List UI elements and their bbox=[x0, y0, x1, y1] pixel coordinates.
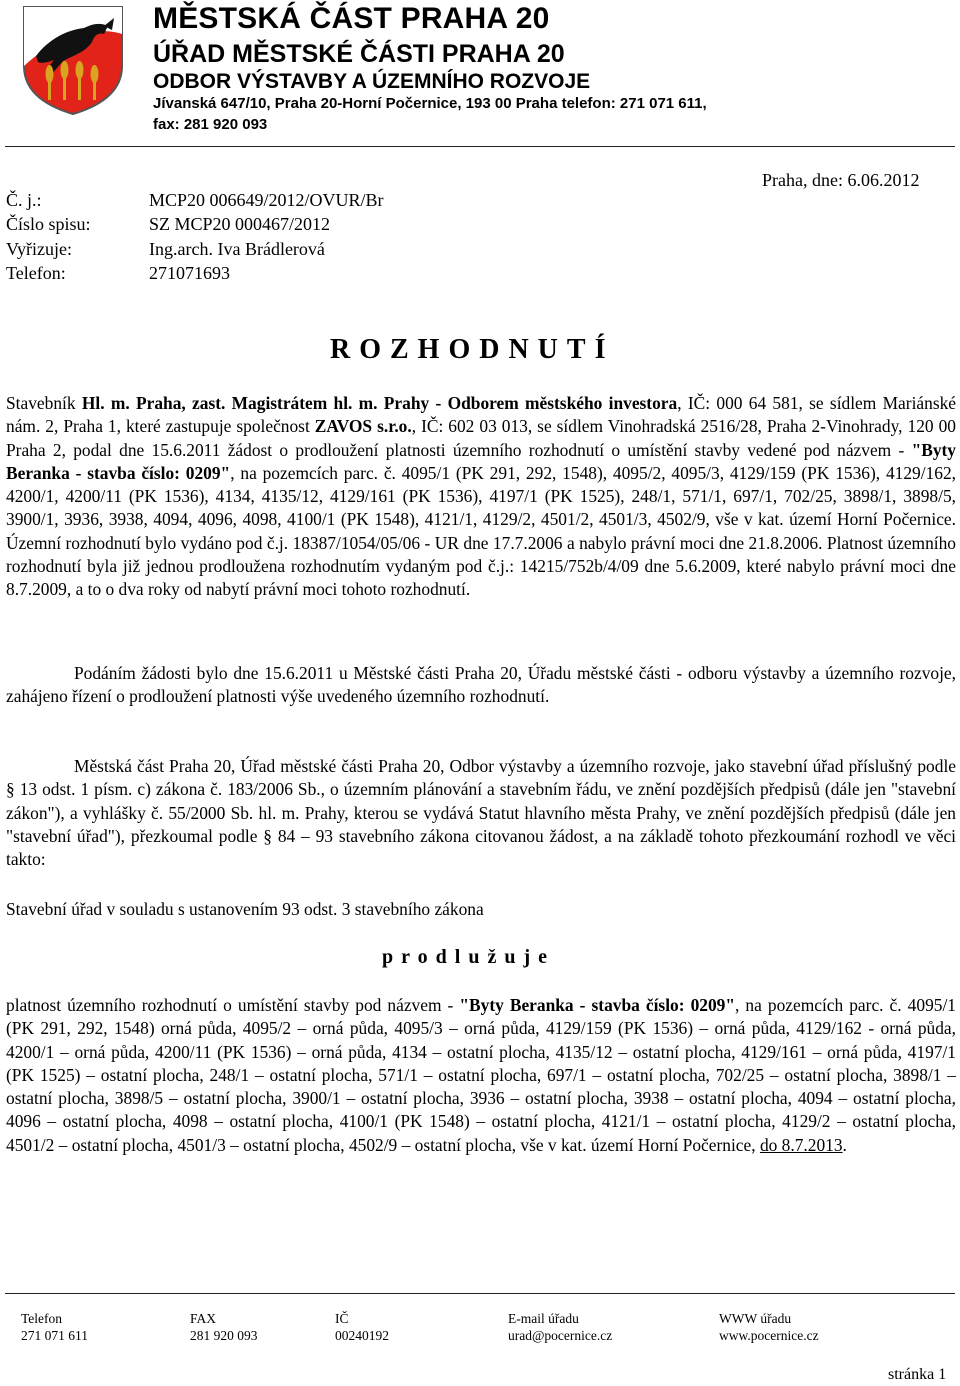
project-name: "Byty Beranka - stavba číslo: 0209" bbox=[459, 995, 736, 1015]
meta-label: Číslo spisu: bbox=[6, 214, 91, 234]
meta-value: SZ MCP20 000467/2012 bbox=[149, 214, 331, 234]
verdict-heading: prodlužuje bbox=[382, 946, 555, 968]
meta-row-handled-by bbox=[6, 239, 606, 263]
deadline-date: do 8.7.2013 bbox=[759, 1134, 843, 1155]
coat-of-arms-logo bbox=[18, 4, 128, 116]
meta-value: 271071693 bbox=[149, 263, 230, 283]
footer-company-id bbox=[335, 1310, 389, 1344]
letterhead-address: Jívanská 647/10, Praha 20-Horní Počernice, 193 00 Praha telefon: 271 071 611, bbox=[153, 95, 707, 112]
footer-value: www.pocernice.cz bbox=[719, 1328, 819, 1343]
footer-email bbox=[508, 1310, 612, 1344]
project-name: "Byty Beranka - stavba číslo: 0209" bbox=[6, 439, 956, 483]
applicant-name: Hl. m. Praha, zast. Magistrátem hl. m. Prahy - Odborem městského investora bbox=[81, 393, 678, 413]
text-span: , IČ: 000 64 581, se sídlem Mariánské nám. 2, Praha 1, které zastupuje společnost bbox=[6, 393, 956, 437]
text-span: Stavební úřad v souladu s ustanovením 93 odst. 3 stavebního zákona bbox=[6, 899, 484, 919]
text-span: , na pozemcích parc. č. 4095/1 (PK 291, 292, 1548), 4095/2, 4095/3, 4129/159 (PK 1536), 4129/162, 4200/1, 4200/11 (PK 1536), 4134, 4135/12, 4129/161 (PK 1536), 4197/1 (PK 1525), 248/1, 571/1, 697/1, 702/25, 3898/1, 3898/5, 3900/1, 3936, 3938, 4094, 4096, 4098, 4100/1 (PK 1548), 4121/1, 4129/2, 4501/2, 4501/3, 4502/9, vše v kat. území Horní Počernice. Územní rozhodnutí bylo vydáno pod č.j. 18387/1054/05/06 - UR dne 17.7.2006 a nabylo právní moci dne 21.8.2006. Platnost územního rozhodnutí byla již jednou prodloužena rozhodnutím vydaným pod č.j.: 14215/752b/4/09 dne 5.6.2009, které nabylo právní moci dne 8.7.2009, a to o dva roky od nabytí právní moci tohoto rozhodnutí. bbox=[6, 462, 956, 600]
footer-fax bbox=[190, 1310, 258, 1344]
footer-label: IČ bbox=[335, 1311, 349, 1326]
text-span: Stavebník bbox=[6, 393, 82, 413]
page-number: stránka 1 bbox=[888, 1366, 947, 1383]
footer-website bbox=[719, 1310, 819, 1344]
meta-row-reference bbox=[6, 190, 606, 214]
paragraph-applicant bbox=[6, 392, 956, 602]
text-span: platnost územního rozhodnutí o umístění stavby pod názvem - bbox=[6, 995, 460, 1015]
meta-label: Telefon: bbox=[6, 263, 66, 283]
letterhead-fax: fax: 281 920 093 bbox=[153, 116, 268, 133]
document-title: ROZHODNUTÍ bbox=[330, 334, 615, 365]
representative-name: ZAVOS s.r.o. bbox=[314, 416, 412, 437]
footer-label: Telefon bbox=[21, 1311, 63, 1326]
letterhead-office: ÚŘAD MĚSTSKÉ ČÁSTI PRAHA 20 bbox=[153, 40, 565, 68]
meta-row-file-number bbox=[6, 214, 606, 238]
meta-value: MCP20 006649/2012/OVUR/Br bbox=[149, 190, 384, 210]
footer-label: E-mail úřadu bbox=[508, 1311, 579, 1326]
text-span: , IČ: 602 03 013, se sídlem Vinohradská 2516/28, Praha 2-Vinohrady, 120 00 Praha 2, podal dne 15.6.2011 žádost o prodloužení platnosti územního rozhodnutí o umístění stavby vedené pod názvem - bbox=[6, 416, 956, 460]
paragraph-decision-intro bbox=[6, 898, 956, 921]
footer-value: 281 920 093 bbox=[190, 1328, 258, 1343]
meta-row-phone bbox=[6, 263, 606, 287]
footer-value: 00240192 bbox=[335, 1328, 389, 1343]
text-span: . bbox=[842, 1134, 847, 1155]
meta-label: Č. j.: bbox=[6, 190, 42, 210]
text-span: Městská část Praha 20, Úřad městské části Praha 20, Odbor výstavby a územního rozvoje, jako stavební úřad příslušný podle § 13 odst. 1 písm. c) zákona č. 183/2006 Sb., o územním plánování a stavebním řádu, ve znění pozdějších předpisů (dále jen "stavební zákon"), a vyhlášky č. 55/2000 Sb. hl. m. Prahy, kterou se vydává Statut hlavního města Prahy, ve znění pozdějších předpisů (dále jen "stavební úřad"), přezkoumal podle § 84 – 93 stavebního zákona citovanou žádost, a na základě tohoto přezkoumání rozhodl ve věci takto: bbox=[6, 756, 956, 870]
footer-divider bbox=[5, 1293, 955, 1294]
footer-phone bbox=[21, 1310, 88, 1344]
footer-value: 271 071 611 bbox=[21, 1328, 88, 1343]
footer-label: FAX bbox=[190, 1311, 217, 1326]
footer-value: urad@pocernice.cz bbox=[508, 1328, 613, 1343]
letterhead-municipality: MĚSTSKÁ ČÁST PRAHA 20 bbox=[153, 2, 550, 35]
meta-value: Ing.arch. Iva Brádlerová bbox=[149, 239, 325, 259]
document-date: Praha, dne: 6.06.2012 bbox=[762, 170, 920, 190]
header-divider bbox=[5, 146, 955, 147]
paragraph-decision bbox=[6, 994, 956, 1157]
paragraph-proceedings bbox=[6, 662, 956, 709]
text-span: Podáním žádosti bylo dne 15.6.2011 u Městské části Praha 20, Úřadu městské části - odboru výstavby a územního rozvoje, zahájeno řízení o prodloužení platnosti výše uvedeného územního rozhodnutí. bbox=[6, 663, 956, 707]
footer-label: WWW úřadu bbox=[719, 1311, 792, 1326]
paragraph-authority bbox=[6, 755, 956, 871]
text-span: , na pozemcích parc. č. 4095/1 (PK 291, 292, 1548) orná půda, 4095/2 – orná půda, 4095/3 – orná půda, 4129/159 (PK 1536) – orná půda, 4129/162 - orná půda, 4200/1 – orná půda, 4200/11 (PK 1536) – orná půda, 4134 – ostatní plocha, 4135/12 – ostatní plocha, 4129/161 – orná půda, 4197/1 (PK 1525) – ostatní plocha, 248/1 – ostatní plocha, 571/1 – ostatní plocha, 697/1 – ostatní plocha, 702/25 – ostatní plocha, 3898/1 – ostatní plocha, 3898/5 – ostatní plocha, 3900/1 – ostatní plocha, 3936 – ostatní plocha, 3938 – ostatní plocha, 4094 – ostatní plocha, 4096 – ostatní plocha, 4098 – ostatní plocha, 4100/1 (PK 1548) – ostatní plocha, 4121/1 – ostatní plocha, 4129/2 – ostatní plocha, 4501/2 – ostatní plocha, 4501/3 – ostatní plocha, 4502/9 – ostatní plocha, vše v kat. území Horní Počernice, bbox=[6, 995, 956, 1155]
letterhead-department: ODBOR VÝSTAVBY A ÚZEMNÍHO ROZVOJE bbox=[153, 70, 591, 93]
meta-label: Vyřizuje: bbox=[6, 239, 72, 259]
